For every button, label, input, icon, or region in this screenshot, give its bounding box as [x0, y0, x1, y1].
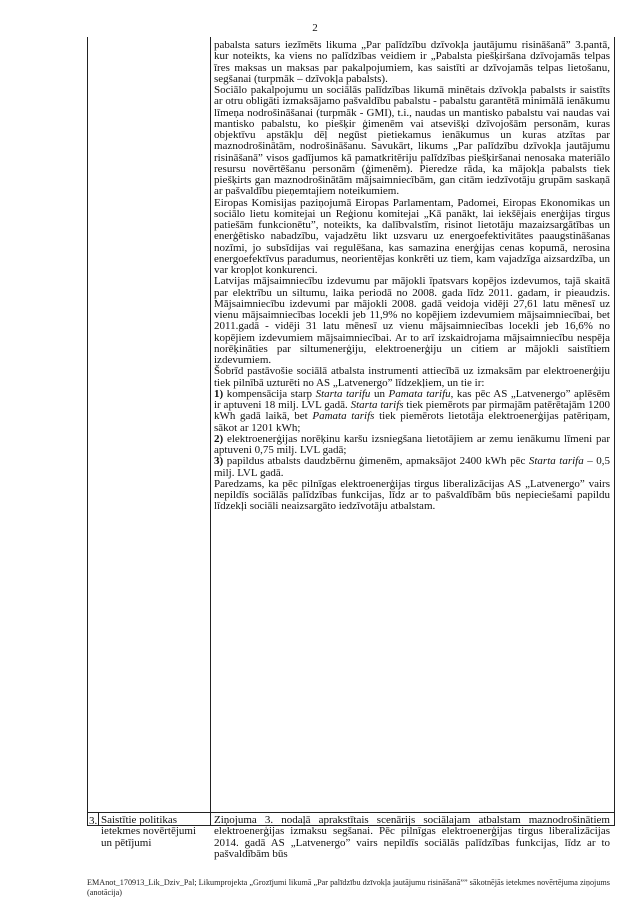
- row3-content: Ziņojuma 3. nodaļā aprakstītais scenārijs sociālajam atbalstam maznodrošinātiem elektroenerģijas izmaksu segšanai. Pēc pilnīgas elektroenerģijas tirgus liberalizācijas 2014. gadā AS „Latvenergo” vairs nepildīs sociālās palīdzības funkcijas, līdz ar to pašvaldībām būs: [214, 814, 610, 860]
- table-border-right: [614, 37, 615, 825]
- paragraph-4: Latvijas mājsaimniecību izdevumu par mājokli īpatsvars kopējos izdevumos, tajā skaitā par elektrību un siltumu, laika periodā no 2008. gada līdz 2011. gadam, ir pieaudzis. Mājsaimniecību izdevumi par mājokli 2008. gadā veidoja vidēji 27,61 latu mēnesī uz vienu mājsaimniecības locekli jeb 11,9% no kopējiem izdevumiem mājsaimniecībai, bet 2011.gadā - vidēji 31 latu mēnesī uz vienu mājsaimniecības locekli jeb 16,6% no kopējiem izdevumiem mājsaimniecībai. Ar to arī izskaidrojama mājsaimniecību nespēja norēķināties par siltumenerģiju, elektroenerģiju un citiem ar mājokli saistītiem izdevumiem.: [214, 275, 610, 366]
- list-item-3: 3) papildus atbalsts daudzbērnu ģimenēm, apmaksājot 2400 kWh pēc Starta tarifa – 0,5 milj. LVL gadā.: [214, 455, 611, 479]
- list-item-1: 1) kompensācija starp Starta tarifu un Pamata tarifu, kas pēc AS „Latvenergo” aplēsēm ir aptuveni 18 milj. LVL gadā. Starta tarifs tiek piemērots par pirmajām patērētajām 1200 kWh gadā laikā, bet Pamata tarifs tiek piemērots lietotāja elektroenerģijas patēriņam, sākot ar 1201 kWh;: [214, 387, 611, 434]
- closing-paragraph: Paredzams, ka pēc pilnīgas elektroenerģijas tirgus liberalizācijas AS „Latvenergo” vairs nepildīs sociālās palīdzības funkcijas, līdz ar to pašvaldībām būs nepieciešami papildu līdzekļi sociāli neaizsargāto iedzīvotāju atbalstam.: [214, 477, 610, 513]
- table-column-divider: [210, 37, 211, 825]
- row2-content: [214, 40, 610, 513]
- footer-note: EMAnot_170913_Lik_Dziv_Pal; Likumprojekta „Grozījumi likumā „Par palīdzību dzīvokļa jautājumu risināšanā”” sākotnējās ietekmes novērtējuma ziņojums (anotācija): [87, 878, 610, 897]
- row3-num-divider: [98, 813, 99, 825]
- table-border-left: [87, 37, 88, 825]
- page-number: 2: [312, 22, 318, 34]
- paragraph-5: Šobrīd pastāvošie sociālā atbalsta instrumenti attiecībā uz izmaksām par elektroenerģiju tiek pilnībā uzturēti no AS „Latvenergo” līdzekļiem, un tie ir:: [214, 365, 610, 389]
- paragraph-3: Eiropas Komisijas paziņojumā Eiropas Parlamentam, Padomei, Eiropas Ekonomikas un sociālo lietu komitejai un Reģionu komitejai „Kā panākt, lai iekšējais enerģijas tirgus patiešām funkcionētu”, noteikts, ka dalībvalstīm, risinot lietotāju mazaizsargātības un enerģētisko nabadzību, vajadzētu likt uzsvaru uz energoefektivitātes paaugstināšanas nozīmi, jo subsīdijas vai regulēšana, kas samazina enerģijas cenas kopumā, nerosina energoefektīvus paradumus, neorientējas konkrēti uz tiem, kam vajadzīga aizsardzība, un var kropļot konkurenci.: [214, 196, 610, 276]
- row3-title: Saistītie politikas ietekmes novērtējumi un pētījumi: [101, 814, 196, 849]
- paragraph-2: Sociālo pakalpojumu un sociālās palīdzības likumā minētais dzīvokļa pabalsts ir saistīts ar otru obligāti izmaksājamo pašvaldību pabalstu - pabalstu garantētā minimālā ienākumu līmeņa nodrošināšanai (turpmāk - GMI), t.i., naudas un mantisko pabalstu vai naudas vai mantisko pabalstu, ko piešķir ģimenēm vai atsevišķi dzīvojošām personām, kuras objektīvu apstākļu dēļ negūst pietiekamus ienākumus un kuras atzītas par maznodrošinātām, nodrošināšanu. Savukārt, likums „Par palīdzību dzīvokļa jautājumu risināšanā” visos gadījumos kā pamatkritēriju palīdzības piešķiršanai nenosaka materiālo resursu novērtēšanu personām (ģimenēm). Pieredze rāda, ka mājokļa pabalsts tiek piešķirts gan maznodrošinātām mājsaimniecībām, gan citām iedzīvotāju grupām saskaņā ar pašvaldību pieņemtajiem noteikumiem.: [214, 84, 610, 198]
- paragraph-1: pabalsta saturs iezīmēts likuma „Par palīdzību dzīvokļa jautājumu risināšanā” 3.pantā, kur noteikts, ka viens no palīdzības veidiem ir „Pabalsta piešķiršana dzīvojamās telpas īres maksas un maksas par pakalpojumiem, kas saistīti ar dzīvojamās telpas lietošanu, segšanai (turpmāk – dzīvokļa pabalsts).: [214, 39, 610, 85]
- row3-number: 3.: [89, 815, 98, 827]
- row-divider: [87, 812, 615, 813]
- list-item-2: 2) elektroenerģijas norēķinu karšu izsniegšana lietotājiem ar zemu ienākumu līmeni par aptuveni 0,75 milj. LVL gadā;: [214, 432, 611, 456]
